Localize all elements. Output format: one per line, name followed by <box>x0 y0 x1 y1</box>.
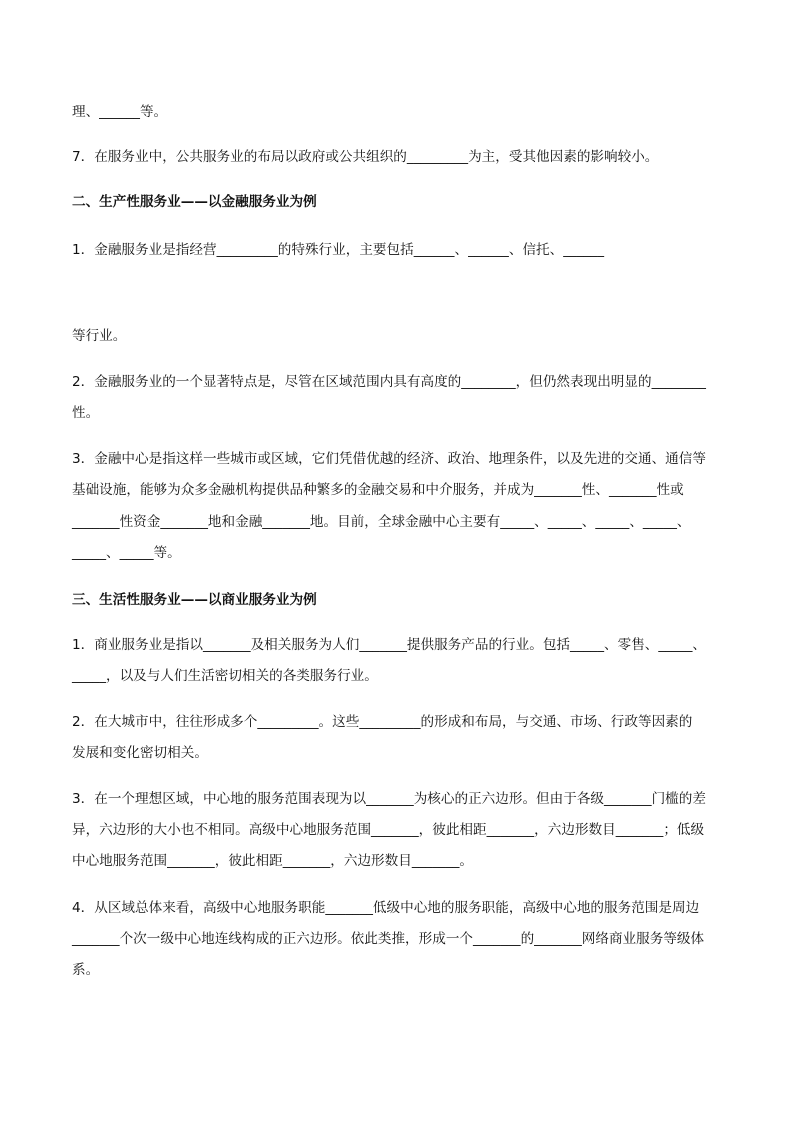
text-line: 异，六边形的大小也不相同。高级中心地服务范围_______，彼此相距_______，六边形数目_______；低级 <box>72 822 705 838</box>
section-heading: 二、生产性服务业——以金融服务业为例 <box>72 194 317 210</box>
text-line: 性。 <box>72 405 100 421</box>
text-line: 4．从区域总体来看，高级中心地服务职能_______低级中心地的服务职能，高级中心地的服务范围是周边 <box>72 900 700 916</box>
section-heading: 三、生活性服务业——以商业服务业为例 <box>72 592 317 608</box>
text-line: 1．商业服务业是指以_______及相关服务为人们_______提供服务产品的行业。包括_____、零售、_____、 <box>72 637 706 653</box>
text-line: _______个次一级中心地连线构成的正六边形。依此类推，形成一个_______的_______网络商业服务等级体 <box>72 931 705 947</box>
text-line: 发展和变化密切相关。 <box>72 745 208 761</box>
text-line: 2．在大城市中，往往形成多个_________。这些_________的形成和布局，与交通、市场、行政等因素的 <box>72 714 693 730</box>
text-line: 基础设施，能够为众多金融机构提供品种繁多的金融交易和中介服务，并成为_______性、_______性或 <box>72 482 684 498</box>
text-line: 系。 <box>72 962 100 978</box>
text-line: 2．金融服务业的一个显著特点是，尽管在区域范围内具有高度的________，但仍然表现出明显的________ <box>72 374 706 390</box>
text-line: 7．在服务业中，公共服务业的布局以政府或公共组织的_________为主，受其他因素的影响较小。 <box>72 149 659 165</box>
text-line: _____、_____等。 <box>72 545 181 561</box>
text-line: 1．金融服务业是指经营_________的特殊行业，主要包括______、______、信托、______ <box>72 242 605 258</box>
text-line: 理、______等。 <box>72 104 168 120</box>
text-line: 等行业。 <box>72 328 127 344</box>
text-line: 中心地服务范围_______，彼此相距_______，六边形数目_______。 <box>72 853 474 869</box>
text-line: 3．金融中心是指这样一些城市或区域，它们凭借优越的经济、政治、地理条件，以及先进的交通、通信等 <box>72 451 706 467</box>
text-line: _____，以及与人们生活密切相关的各类服务行业。 <box>72 668 378 684</box>
text-line: 3．在一个理想区域，中心地的服务范围表现为以_______为核心的正六边形。但由于各级_______门槛的差 <box>72 791 706 807</box>
text-line: _______性资金_______地和金融_______地。目前，全球金融中心主要有_____、_____、_____、_____、 <box>72 514 691 530</box>
